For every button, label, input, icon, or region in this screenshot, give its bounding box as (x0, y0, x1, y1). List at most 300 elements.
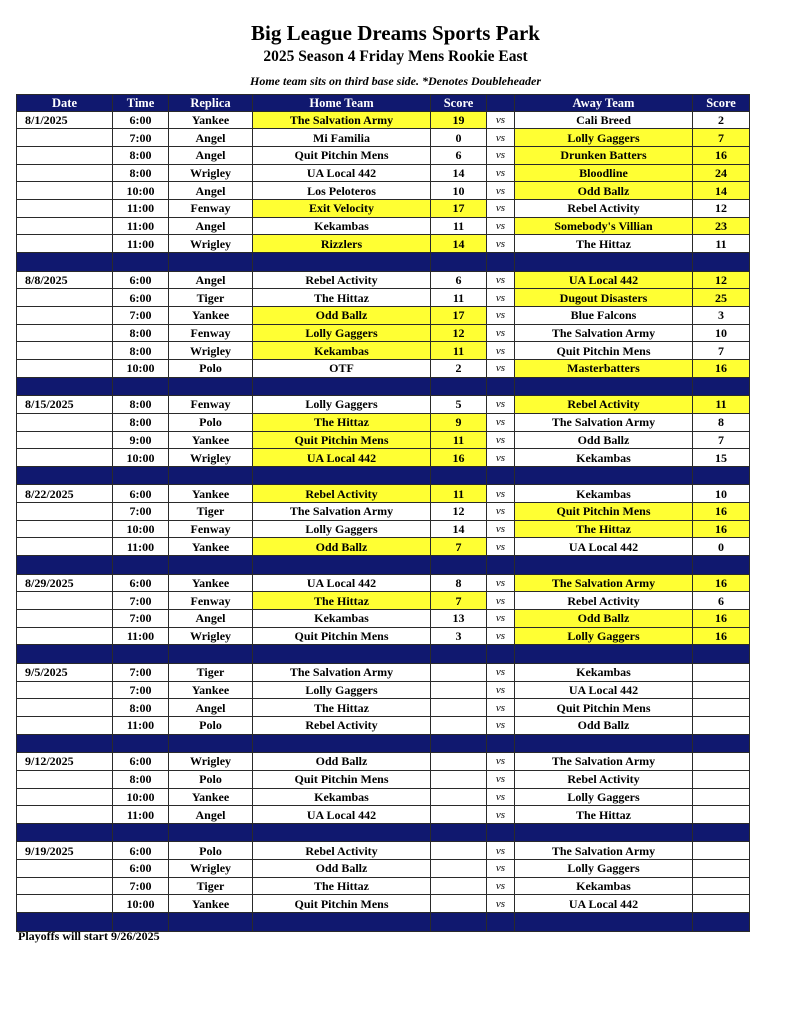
date-cell: 8/29/2025 (17, 574, 113, 592)
home-score-cell: 0 (431, 129, 487, 147)
separator-cell (693, 823, 750, 842)
home-score-cell (431, 716, 487, 734)
date-cell (17, 413, 113, 431)
time-cell: 6:00 (113, 574, 169, 592)
away-score-cell: 7 (693, 431, 750, 449)
time-cell: 7:00 (113, 663, 169, 681)
replica-cell: Wrigley (169, 860, 253, 878)
home-score-cell: 12 (431, 324, 487, 342)
week-separator-row (17, 734, 750, 753)
time-cell: 11:00 (113, 716, 169, 734)
separator-cell (113, 377, 169, 396)
date-cell (17, 324, 113, 342)
separator-cell (113, 734, 169, 753)
time-cell: 8:00 (113, 396, 169, 414)
home-team-cell: Odd Ballz (253, 860, 431, 878)
away-team-cell: Bloodline (515, 164, 693, 182)
vs-cell: vs (487, 289, 515, 307)
week-separator-row (17, 645, 750, 664)
table-row (17, 271, 750, 289)
vs-cell: vs (487, 217, 515, 235)
time-cell: 8:00 (113, 164, 169, 182)
away-team-cell: Kekambas (515, 663, 693, 681)
away-score-cell: 23 (693, 217, 750, 235)
vs-cell: vs (487, 716, 515, 734)
away-score-cell (693, 753, 750, 771)
separator-cell (169, 734, 253, 753)
date-cell (17, 182, 113, 200)
vs-cell: vs (487, 271, 515, 289)
week-separator-row (17, 377, 750, 396)
separator-cell (693, 377, 750, 396)
table-row (17, 199, 750, 217)
away-score-cell: 16 (693, 503, 750, 521)
week-separator-row (17, 823, 750, 842)
home-team-cell: Exit Velocity (253, 199, 431, 217)
away-score-cell: 12 (693, 199, 750, 217)
away-team-cell: Lolly Gaggers (515, 129, 693, 147)
home-team-cell: UA Local 442 (253, 574, 431, 592)
separator-cell (169, 913, 253, 932)
replica-cell: Angel (169, 217, 253, 235)
date-cell (17, 359, 113, 377)
home-team-cell: Rebel Activity (253, 271, 431, 289)
replica-cell: Yankee (169, 538, 253, 556)
vs-cell: vs (487, 111, 515, 129)
separator-cell (169, 253, 253, 272)
date-cell (17, 716, 113, 734)
home-team-cell: Kekambas (253, 610, 431, 628)
date-cell (17, 503, 113, 521)
separator-cell (253, 645, 431, 664)
week-separator-row (17, 253, 750, 272)
away-score-cell: 16 (693, 627, 750, 645)
home-score-cell: 14 (431, 164, 487, 182)
home-score-cell (431, 895, 487, 913)
separator-cell (169, 377, 253, 396)
away-score-cell: 10 (693, 324, 750, 342)
table-row (17, 306, 750, 324)
column-header-home-score: Score (431, 95, 487, 112)
time-cell: 9:00 (113, 431, 169, 449)
away-team-cell: The Salvation Army (515, 574, 693, 592)
away-team-cell: Quit Pitchin Mens (515, 699, 693, 717)
vs-cell: vs (487, 520, 515, 538)
table-row (17, 520, 750, 538)
schedule-body (17, 111, 750, 931)
home-team-cell: UA Local 442 (253, 806, 431, 824)
away-score-cell (693, 770, 750, 788)
separator-cell (515, 734, 693, 753)
separator-cell (487, 645, 515, 664)
separator-cell (515, 556, 693, 575)
replica-cell: Fenway (169, 199, 253, 217)
table-row (17, 753, 750, 771)
home-team-cell: The Hittaz (253, 289, 431, 307)
time-cell: 7:00 (113, 592, 169, 610)
home-team-cell: UA Local 442 (253, 164, 431, 182)
table-row (17, 129, 750, 147)
separator-cell (253, 823, 431, 842)
vs-cell: vs (487, 235, 515, 253)
away-score-cell: 16 (693, 520, 750, 538)
home-team-cell: Lolly Gaggers (253, 396, 431, 414)
time-cell: 6:00 (113, 289, 169, 307)
replica-cell: Yankee (169, 681, 253, 699)
home-team-cell: Rizzlers (253, 235, 431, 253)
away-score-cell: 16 (693, 146, 750, 164)
week-separator-row (17, 556, 750, 575)
home-team-cell: Odd Ballz (253, 753, 431, 771)
vs-cell: vs (487, 770, 515, 788)
separator-cell (253, 734, 431, 753)
replica-cell: Polo (169, 770, 253, 788)
separator-cell (693, 734, 750, 753)
table-row (17, 289, 750, 307)
home-team-cell: Los Peloteros (253, 182, 431, 200)
table-row (17, 788, 750, 806)
home-team-cell: Rebel Activity (253, 842, 431, 860)
home-score-cell: 14 (431, 520, 487, 538)
vs-cell: vs (487, 592, 515, 610)
date-cell (17, 610, 113, 628)
away-team-cell: Dugout Disasters (515, 289, 693, 307)
home-score-cell: 10 (431, 182, 487, 200)
date-cell (17, 164, 113, 182)
home-score-cell: 11 (431, 342, 487, 360)
replica-cell: Wrigley (169, 449, 253, 467)
date-cell (17, 342, 113, 360)
home-score-cell: 7 (431, 538, 487, 556)
away-team-cell: Odd Ballz (515, 182, 693, 200)
replica-cell: Angel (169, 806, 253, 824)
replica-cell: Yankee (169, 306, 253, 324)
table-row (17, 503, 750, 521)
home-score-cell (431, 877, 487, 895)
home-team-cell: Rebel Activity (253, 716, 431, 734)
replica-cell: Angel (169, 129, 253, 147)
away-team-cell: Rebel Activity (515, 592, 693, 610)
away-score-cell: 14 (693, 182, 750, 200)
separator-cell (169, 823, 253, 842)
replica-cell: Fenway (169, 324, 253, 342)
away-score-cell (693, 716, 750, 734)
date-cell (17, 681, 113, 699)
vs-cell: vs (487, 324, 515, 342)
separator-cell (693, 913, 750, 932)
replica-cell: Yankee (169, 788, 253, 806)
separator-cell (253, 466, 431, 485)
date-cell (17, 877, 113, 895)
replica-cell: Yankee (169, 111, 253, 129)
away-team-cell: UA Local 442 (515, 895, 693, 913)
home-team-cell: The Salvation Army (253, 111, 431, 129)
table-row (17, 431, 750, 449)
away-score-cell (693, 681, 750, 699)
replica-cell: Tiger (169, 289, 253, 307)
home-team-cell: Kekambas (253, 342, 431, 360)
separator-cell (515, 253, 693, 272)
time-cell: 7:00 (113, 503, 169, 521)
separator-cell (431, 556, 487, 575)
table-row (17, 324, 750, 342)
home-score-cell: 9 (431, 413, 487, 431)
replica-cell: Polo (169, 359, 253, 377)
schedule-note: Home team sits on third base side. *Denotes Doubleheader (250, 74, 541, 88)
away-score-cell (693, 860, 750, 878)
home-score-cell: 11 (431, 289, 487, 307)
time-cell: 11:00 (113, 538, 169, 556)
table-row (17, 806, 750, 824)
away-score-cell: 8 (693, 413, 750, 431)
vs-cell: vs (487, 753, 515, 771)
vs-cell: vs (487, 129, 515, 147)
table-row (17, 342, 750, 360)
table-row (17, 574, 750, 592)
home-score-cell: 6 (431, 146, 487, 164)
time-cell: 6:00 (113, 860, 169, 878)
home-team-cell: Lolly Gaggers (253, 520, 431, 538)
away-team-cell: Rebel Activity (515, 770, 693, 788)
date-cell (17, 199, 113, 217)
column-header-away-team: Away Team (515, 95, 693, 112)
away-score-cell: 15 (693, 449, 750, 467)
date-cell: 8/22/2025 (17, 485, 113, 503)
separator-cell (17, 645, 113, 664)
away-score-cell (693, 842, 750, 860)
table-row (17, 699, 750, 717)
date-cell (17, 217, 113, 235)
home-team-cell: The Hittaz (253, 413, 431, 431)
replica-cell: Angel (169, 610, 253, 628)
separator-cell (515, 645, 693, 664)
time-cell: 10:00 (113, 520, 169, 538)
date-cell (17, 806, 113, 824)
home-score-cell: 6 (431, 271, 487, 289)
vs-cell: vs (487, 860, 515, 878)
column-header-home-team: Home Team (253, 95, 431, 112)
home-score-cell (431, 699, 487, 717)
replica-cell: Wrigley (169, 235, 253, 253)
home-score-cell: 14 (431, 235, 487, 253)
table-row (17, 111, 750, 129)
separator-cell (515, 377, 693, 396)
vs-cell: vs (487, 306, 515, 324)
home-score-cell: 3 (431, 627, 487, 645)
home-score-cell: 16 (431, 449, 487, 467)
date-cell (17, 895, 113, 913)
schedule-table (16, 94, 750, 932)
replica-cell: Wrigley (169, 627, 253, 645)
vs-cell: vs (487, 413, 515, 431)
home-score-cell: 19 (431, 111, 487, 129)
away-score-cell (693, 877, 750, 895)
separator-cell (515, 913, 693, 932)
replica-cell: Wrigley (169, 753, 253, 771)
column-header-away-score: Score (693, 95, 750, 112)
away-team-cell: Rebel Activity (515, 199, 693, 217)
home-team-cell: Odd Ballz (253, 306, 431, 324)
time-cell: 10:00 (113, 359, 169, 377)
date-cell: 8/15/2025 (17, 396, 113, 414)
table-row (17, 485, 750, 503)
replica-cell: Tiger (169, 663, 253, 681)
time-cell: 8:00 (113, 699, 169, 717)
separator-cell (487, 377, 515, 396)
time-cell: 7:00 (113, 681, 169, 699)
away-score-cell: 12 (693, 271, 750, 289)
replica-cell: Angel (169, 271, 253, 289)
date-cell: 8/1/2025 (17, 111, 113, 129)
table-row (17, 413, 750, 431)
away-team-cell: Blue Falcons (515, 306, 693, 324)
away-team-cell: The Salvation Army (515, 324, 693, 342)
table-row (17, 164, 750, 182)
vs-cell: vs (487, 359, 515, 377)
date-cell (17, 860, 113, 878)
home-team-cell: The Hittaz (253, 699, 431, 717)
table-row (17, 877, 750, 895)
table-row (17, 627, 750, 645)
separator-cell (253, 253, 431, 272)
table-row (17, 182, 750, 200)
vs-cell: vs (487, 449, 515, 467)
away-score-cell (693, 788, 750, 806)
home-score-cell (431, 753, 487, 771)
separator-cell (253, 377, 431, 396)
time-cell: 6:00 (113, 753, 169, 771)
away-team-cell: Kekambas (515, 485, 693, 503)
page-title: Big League Dreams Sports Park (251, 21, 540, 45)
separator-cell (693, 466, 750, 485)
home-team-cell: Lolly Gaggers (253, 324, 431, 342)
home-score-cell: 11 (431, 217, 487, 235)
time-cell: 10:00 (113, 182, 169, 200)
away-team-cell: Quit Pitchin Mens (515, 503, 693, 521)
away-score-cell: 16 (693, 359, 750, 377)
away-score-cell: 6 (693, 592, 750, 610)
date-cell (17, 289, 113, 307)
home-score-cell: 2 (431, 359, 487, 377)
away-score-cell: 10 (693, 485, 750, 503)
date-cell (17, 770, 113, 788)
time-cell: 6:00 (113, 842, 169, 860)
vs-cell: vs (487, 895, 515, 913)
away-team-cell: The Hittaz (515, 806, 693, 824)
home-team-cell: OTF (253, 359, 431, 377)
vs-cell: vs (487, 788, 515, 806)
home-team-cell: UA Local 442 (253, 449, 431, 467)
column-header-vs (487, 95, 515, 112)
home-score-cell: 17 (431, 306, 487, 324)
table-row (17, 538, 750, 556)
replica-cell: Angel (169, 182, 253, 200)
date-cell (17, 592, 113, 610)
away-team-cell: Kekambas (515, 449, 693, 467)
table-row (17, 770, 750, 788)
away-team-cell: The Salvation Army (515, 413, 693, 431)
date-cell (17, 699, 113, 717)
separator-cell (113, 823, 169, 842)
separator-cell (693, 645, 750, 664)
home-team-cell: The Hittaz (253, 592, 431, 610)
replica-cell: Polo (169, 716, 253, 734)
separator-cell (487, 734, 515, 753)
table-row (17, 592, 750, 610)
separator-cell (487, 556, 515, 575)
away-score-cell: 16 (693, 574, 750, 592)
table-row (17, 146, 750, 164)
away-score-cell (693, 699, 750, 717)
home-team-cell: Lolly Gaggers (253, 681, 431, 699)
separator-cell (113, 466, 169, 485)
replica-cell: Fenway (169, 592, 253, 610)
time-cell: 11:00 (113, 235, 169, 253)
replica-cell: Yankee (169, 574, 253, 592)
away-team-cell: The Salvation Army (515, 842, 693, 860)
date-cell (17, 520, 113, 538)
time-cell: 7:00 (113, 877, 169, 895)
home-team-cell: Kekambas (253, 788, 431, 806)
table-row (17, 681, 750, 699)
home-score-cell: 11 (431, 431, 487, 449)
away-score-cell: 11 (693, 396, 750, 414)
time-cell: 11:00 (113, 627, 169, 645)
time-cell: 8:00 (113, 342, 169, 360)
home-score-cell: 8 (431, 574, 487, 592)
away-team-cell: Masterbatters (515, 359, 693, 377)
header-row (17, 95, 750, 112)
home-score-cell: 12 (431, 503, 487, 521)
replica-cell: Polo (169, 842, 253, 860)
home-team-cell: The Salvation Army (253, 503, 431, 521)
time-cell: 8:00 (113, 324, 169, 342)
time-cell: 8:00 (113, 146, 169, 164)
away-team-cell: Odd Ballz (515, 610, 693, 628)
column-header-replica: Replica (169, 95, 253, 112)
away-team-cell: Odd Ballz (515, 716, 693, 734)
separator-cell (253, 913, 431, 932)
away-team-cell: UA Local 442 (515, 538, 693, 556)
separator-cell (17, 466, 113, 485)
vs-cell: vs (487, 627, 515, 645)
separator-cell (487, 466, 515, 485)
home-score-cell (431, 663, 487, 681)
separator-cell (113, 253, 169, 272)
separator-cell (515, 823, 693, 842)
time-cell: 6:00 (113, 485, 169, 503)
table-row (17, 895, 750, 913)
away-team-cell: Odd Ballz (515, 431, 693, 449)
away-score-cell: 2 (693, 111, 750, 129)
home-score-cell: 7 (431, 592, 487, 610)
time-cell: 10:00 (113, 788, 169, 806)
away-team-cell: Rebel Activity (515, 396, 693, 414)
separator-cell (487, 823, 515, 842)
replica-cell: Fenway (169, 520, 253, 538)
away-score-cell: 7 (693, 342, 750, 360)
replica-cell: Fenway (169, 396, 253, 414)
separator-cell (169, 556, 253, 575)
home-score-cell (431, 770, 487, 788)
date-cell (17, 235, 113, 253)
away-team-cell: The Salvation Army (515, 753, 693, 771)
vs-cell: vs (487, 431, 515, 449)
vs-cell: vs (487, 146, 515, 164)
away-score-cell (693, 663, 750, 681)
replica-cell: Wrigley (169, 164, 253, 182)
replica-cell: Tiger (169, 503, 253, 521)
